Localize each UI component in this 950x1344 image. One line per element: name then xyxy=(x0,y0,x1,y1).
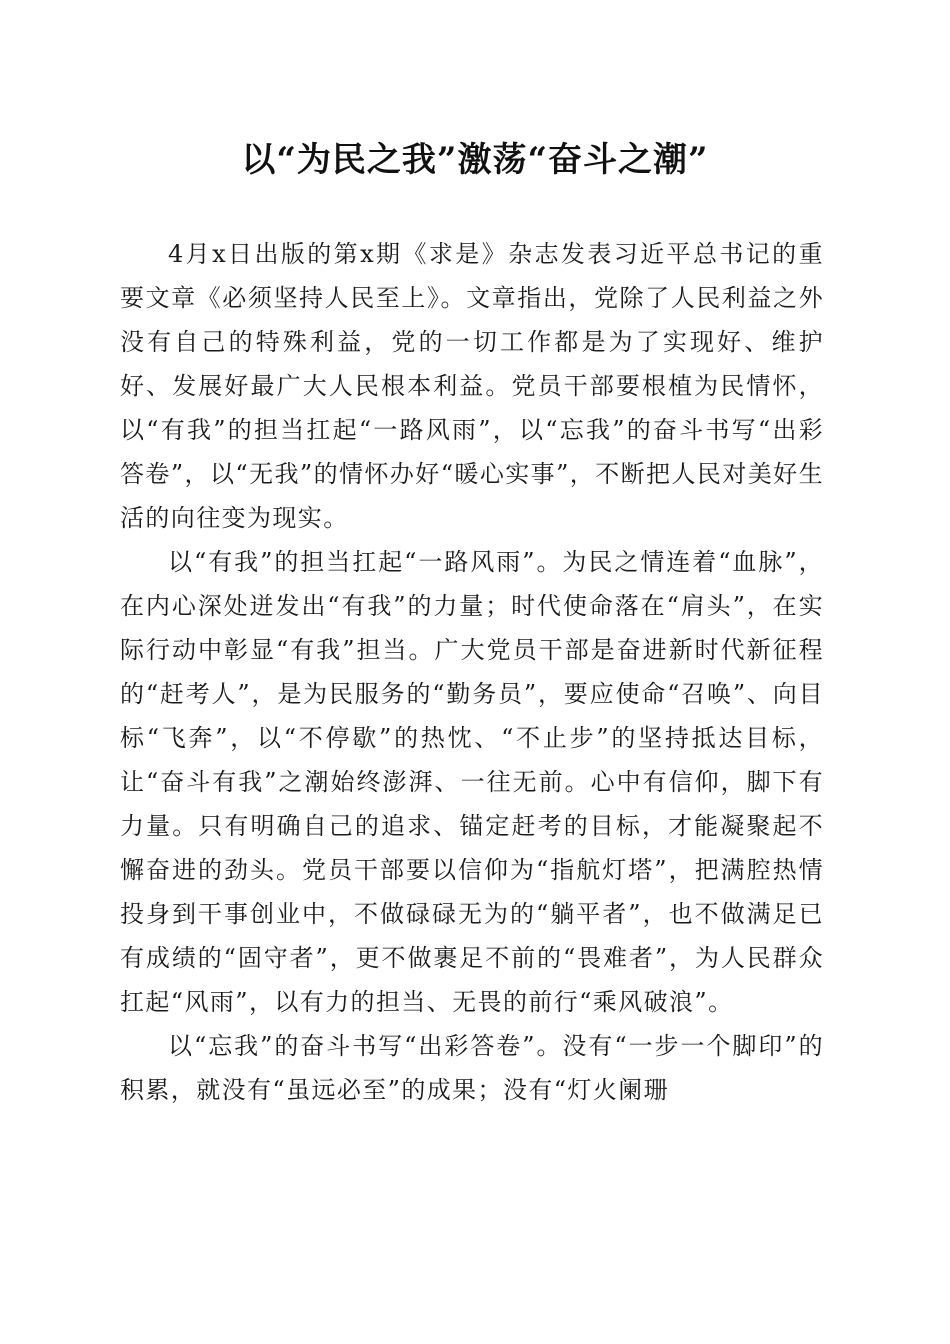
paragraph-wangwo: 以“忘我”的奋斗书写“出彩答卷”。没有“一步一个脚印”的积累，就没有“虽远必至”的成果；没有“灯火阑珊 xyxy=(120,1032,824,1104)
document-title: 以“为民之我”激荡“奋斗之潮” xyxy=(241,140,709,180)
paragraph-youwo: 以“有我”的担当扛起“一路风雨”。为民之情连着“血脉”，在内心深处迸发出“有我”的力量；时代使命落在“肩头”，在实际行动中彰显“有我”担当。广大党员干部是奋进新时代新征程的“赶考人”，是为民服务的“勤务员”，要应使命“召唤”、向目标“飞奔”，以“不停歇”的热忱、“不止步”的坚持抵达目标，让“奋斗有我”之潮始终澎湃、一往无前。心中有信仰，脚下有力量。只有明确自己的追求、锚定赶考的目标，才能凝聚起不懈奋进的劲头。党员干部要以信仰为“指航灯塔”，把满腔热情投身到干事创业中，不做碌碌无为的“躺平者”，也不做满足已有成绩的“固守者”，更不做裹足不前的“畏难者”，为人民群众扛起“风雨”，以有力的担当、无畏的前行“乘风破浪”。 xyxy=(120,548,824,1016)
paragraph-intro: 4月x日出版的第x期《求是》杂志发表习近平总书记的重要文章《必须坚持人民至上》。文章指出，党除了人民利益之外没有自己的特殊利益，党的一切工作都是为了实现好、维护好、发展好最广大人民根本利益。党员干部要根植为民情怀，以“有我”的担当扛起“一路风雨”，以“忘我”的奋斗书写“出彩答卷”，以“无我”的情怀办好“暖心实事”，不断把人民对美好生活的向往变为现实。 xyxy=(120,240,824,532)
document-body xyxy=(120,232,824,1112)
